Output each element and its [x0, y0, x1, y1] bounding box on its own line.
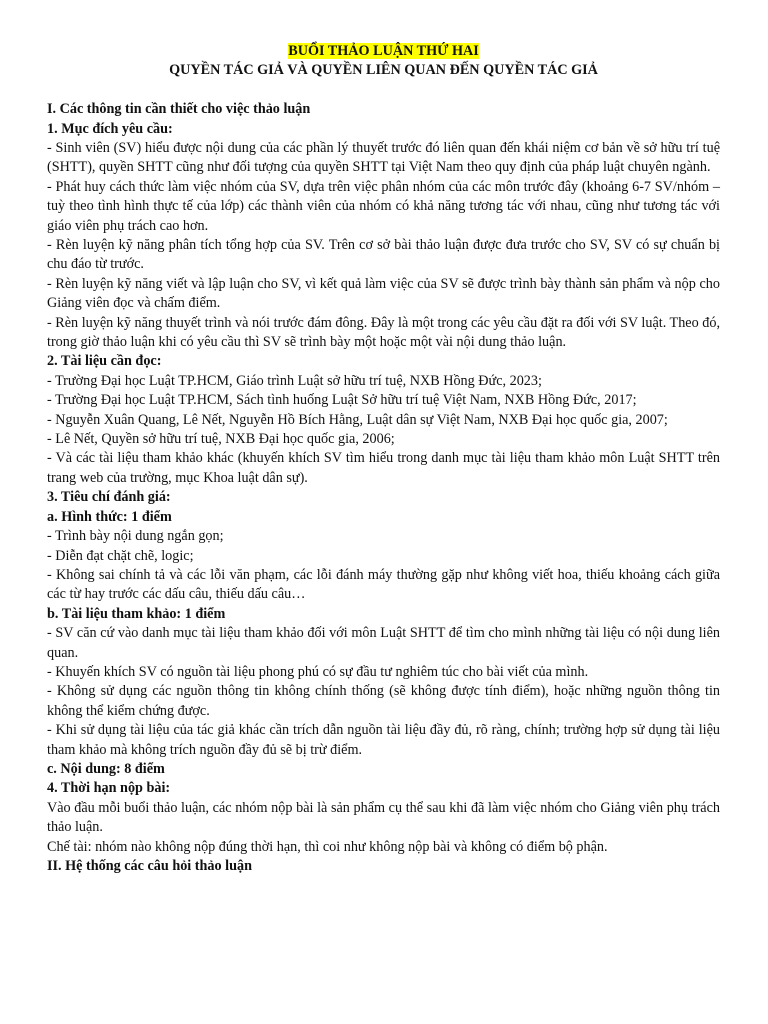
doc-subtitle: QUYỀN TÁC GIẢ VÀ QUYỀN LIÊN QUAN ĐẾN QUYỀN TÁC GIẢ: [169, 62, 598, 79]
paragraph: - Sinh viên (SV) hiểu được nội dung của các phần lý thuyết trước đó liên quan đến khái niệm cơ bản về sở hữu trí tuệ (SHTT), quyền SHTT cũng như đối tượng của quyền SHTT tại Việt Nam theo quy định của pháp luật chuyên ngành.: [47, 139, 720, 176]
criteria-item: - SV căn cứ vào danh mục tài liệu tham khảo đối với môn Luật SHTT để tìm cho mình những tài liệu có nội dung liên quan.: [47, 625, 720, 661]
heading-criteria: 3. Tiêu chí đánh giá:: [47, 489, 171, 506]
criteria-item: - Trình bày nội dung ngắn gọn;: [47, 528, 224, 545]
doc-title: BUỔI THẢO LUẬN THỨ HAI: [288, 43, 479, 59]
paragraph: - Rèn luyện kỹ năng thuyết trình và nói trước đám đông. Đây là một trong các yêu cầu đặt ra đối với SV luật. Theo đó, trong giờ thảo luận khi có yêu cầu thì SV sẽ trình bày một hoặc một vài nội dung thảo luận.: [47, 314, 720, 351]
criteria-item: - Diễn đạt chặt chẽ, logic;: [47, 547, 194, 564]
paragraph: - Rèn luyện kỹ năng viết và lập luận cho SV, vì kết quả làm việc của SV sẽ được trình bày thành sản phẩm và nộp cho Giảng viên đọc và chấm điểm.: [47, 275, 720, 312]
document-page: [47, 42, 720, 876]
heading-references: b. Tài liệu tham khảo: 1 điểm: [47, 605, 226, 622]
paragraph: - Rèn luyện kỹ năng phân tích tổng hợp của SV. Trên cơ sở bài thảo luận được đưa trước cho SV, SV có sự chuẩn bị chu đáo từ trước.: [47, 237, 720, 273]
heading-purpose: 1. Mục đích yêu cầu:: [47, 120, 173, 137]
criteria-item: - Khi sử dụng tài liệu của tác giả khác cần trích dẫn nguồn tài liệu đầy đủ, rõ ràng, chính; trường hợp sử dụng tài liệu tham khảo mà không trích nguồn đầy đủ sẽ bị trừ điểm.: [47, 722, 720, 758]
criteria-item: - Khuyến khích SV có nguồn tài liệu phong phú có sự đầu tư nghiêm túc cho bài viết của mình.: [47, 663, 589, 680]
heading-reading: 2. Tài liệu cần đọc:: [47, 353, 162, 370]
reading-item: - Và các tài liệu tham khảo khác (khuyến khích SV tìm hiểu trong danh mục tài liệu tham khảo môn Luật SHTT trên trang web của trường, mục Khoa luật dân sự).: [47, 450, 720, 486]
paragraph: - Phát huy cách thức làm việc nhóm của SV, dựa trên việc phân nhóm của các môn trước đây (khoảng 6-7 SV/nhóm – tuỳ theo tình hình thực tế của lớp) các thành viên của nhóm có khả năng tương tác với nhau, cũng như tương tác với giáo viên phụ trách cao hơn.: [47, 178, 720, 234]
heading-content: c. Nội dung: 8 điểm: [47, 760, 165, 777]
reading-item: - Lê Nết, Quyền sở hữu trí tuệ, NXB Đại học quốc gia, 2006;: [47, 431, 395, 448]
spacer: [47, 81, 720, 100]
reading-item: - Trường Đại học Luật TP.HCM, Sách tình huống Luật Sở hữu trí tuệ Việt Nam, NXB Hồng Đức, 2017;: [47, 392, 637, 409]
reading-item: - Nguyễn Xuân Quang, Lê Nết, Nguyễn Hồ Bích Hằng, Luật dân sự Việt Nam, NXB Đại học quốc gia, 2007;: [47, 411, 668, 428]
reading-item: - Trường Đại học Luật TP.HCM, Giáo trình Luật sở hữu trí tuệ, NXB Hồng Đức, 2023;: [47, 372, 542, 389]
paragraph: Chế tài: nhóm nào không nộp đúng thời hạn, thì coi như không nộp bài và không có điểm bộ phận.: [47, 838, 608, 855]
doc-title-line: [47, 42, 720, 61]
section-heading-2: II. Hệ thống các câu hỏi thảo luận: [47, 858, 252, 875]
criteria-item: - Không sử dụng các nguồn thông tin không chính thống (sẽ không được tính điểm), hoặc những nguồn thông tin không thể kiểm chứng được.: [47, 683, 720, 719]
section-heading-1: I. Các thông tin cần thiết cho việc thảo luận: [47, 101, 311, 118]
heading-form: a. Hình thức: 1 điểm: [47, 508, 172, 525]
criteria-item: - Không sai chính tả và các lỗi văn phạm, các lỗi đánh máy thường gặp như không viết hoa, thiếu khoảng cách giữa các từ hay trước các dấu câu, thiếu dấu câu…: [47, 566, 720, 603]
paragraph: Vào đầu mỗi buổi thảo luận, các nhóm nộp bài là sản phẩm cụ thể sau khi đã làm việc nhóm cho Giảng viên phụ trách thảo luận.: [47, 799, 720, 836]
heading-deadline: 4. Thời hạn nộp bài:: [47, 780, 171, 797]
